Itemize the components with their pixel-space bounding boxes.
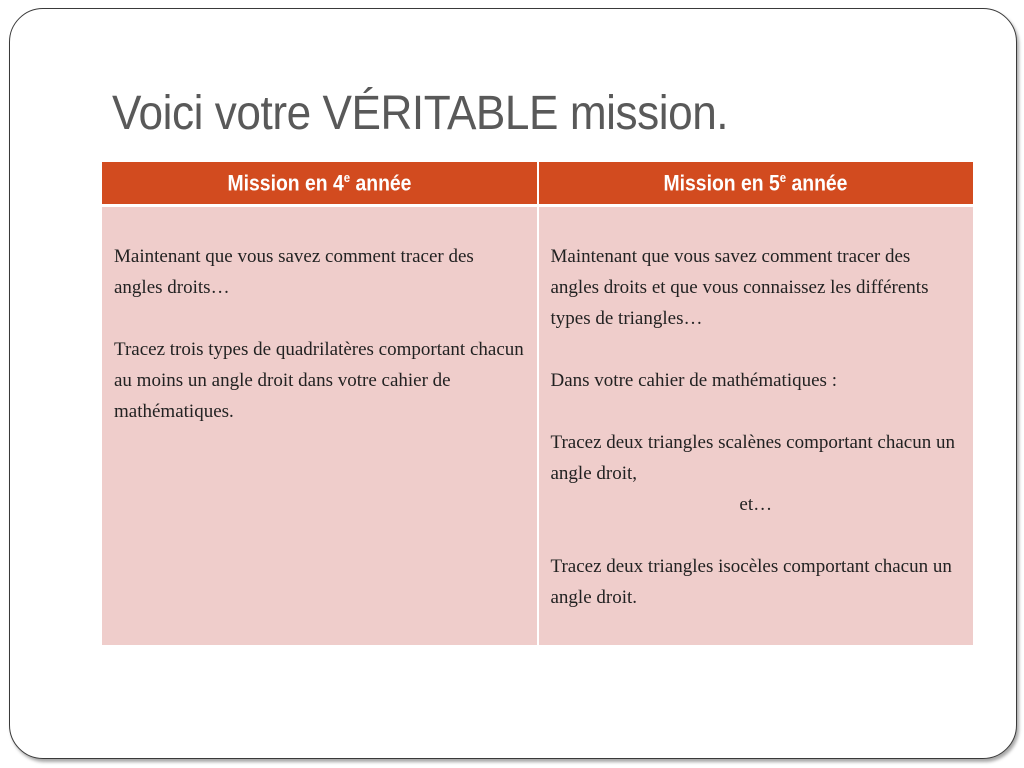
- cell-mission-4e: [102, 206, 538, 646]
- mission-5e-task-scalene: Tracez deux triangles scalènes comportant chacun un angle droit,: [550, 432, 955, 484]
- mission-5e-intro: Maintenant que vous savez comment tracer des angles droits et que vous connaissez les différents types de triangles…: [550, 246, 929, 329]
- header-4e-suffix: année: [349, 170, 412, 196]
- header-4e-annee: [102, 162, 538, 206]
- slide-title: Voici votre VÉRITABLE mission.: [112, 87, 729, 140]
- mission-4e-intro: Maintenant que vous savez comment tracer des angles droits…: [114, 246, 474, 298]
- mission-4e-task: Tracez trois types de quadrilatères comportant chacun au moins un angle droit dans votre cahier de mathématiques.: [114, 339, 524, 422]
- mission-5e-notebook: Dans votre cahier de mathématiques :: [550, 370, 837, 391]
- header-4e-prefix: Mission en 4: [227, 170, 344, 196]
- cell-mission-5e: [538, 206, 974, 646]
- table-header-row: [102, 162, 973, 206]
- table-body-row: [102, 206, 973, 646]
- header-5e-prefix: Mission en 5: [663, 170, 780, 196]
- mission-5e-connector: et…: [739, 494, 773, 515]
- header-4e-sup: e: [343, 169, 350, 185]
- header-5e-suffix: année: [786, 170, 848, 196]
- mission-5e-task-isocele: Tracez deux triangles isocèles comportant chacun un angle droit.: [550, 556, 952, 608]
- header-5e-sup: e: [779, 169, 787, 185]
- mission-table: [102, 162, 973, 645]
- header-5e-annee: [538, 162, 974, 206]
